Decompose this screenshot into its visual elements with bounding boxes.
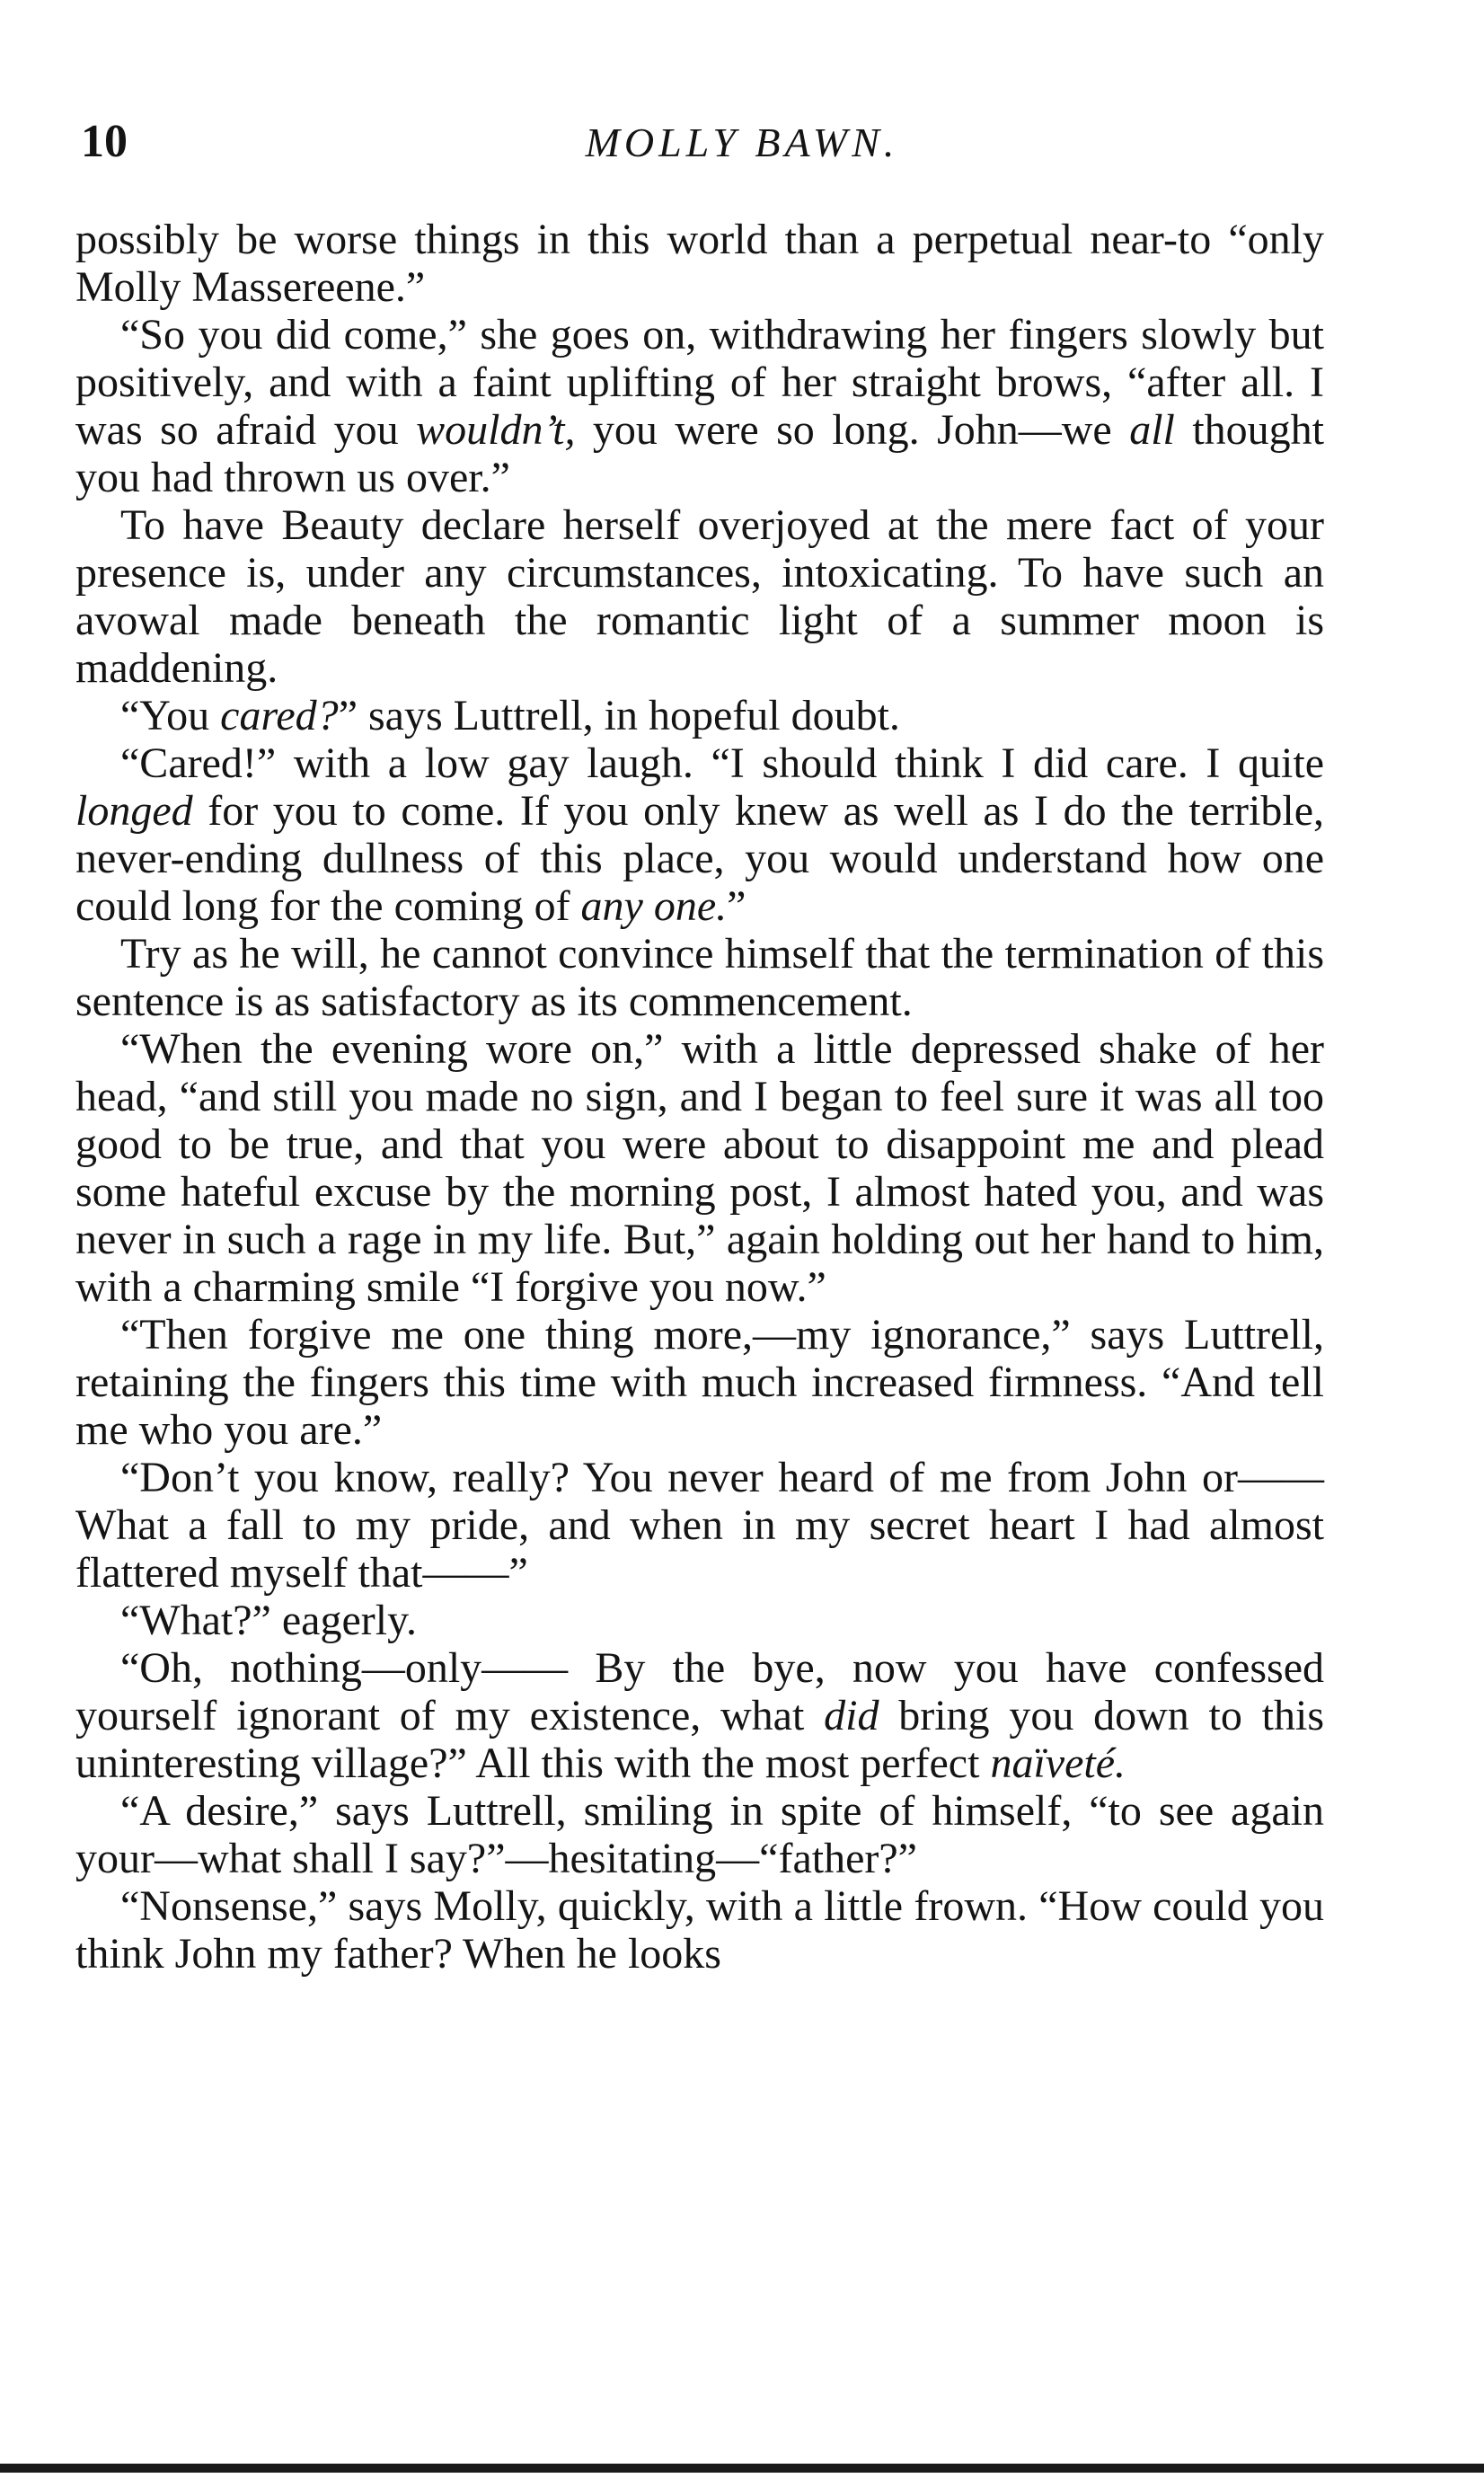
- paragraph: Try as he will, he cannot convince himself that the termination of this sentence is as satisfactory as its commencement.: [75, 930, 1324, 1025]
- text-run: you were so long. John—we: [575, 406, 1130, 454]
- emphasis: did: [824, 1692, 879, 1739]
- page-number: 10: [81, 116, 128, 167]
- emphasis: cared?: [220, 692, 339, 739]
- text-run: “You: [120, 692, 221, 739]
- emphasis: any one.: [580, 882, 728, 930]
- paragraph: “What?” eagerly.: [120, 1597, 417, 1644]
- paragraph: “Nonsense,” says Molly, quickly, with a little frown. “How could you think John my father? When he looks: [75, 1882, 1324, 1978]
- emphasis: all: [1129, 406, 1175, 454]
- text-run: ”: [727, 882, 746, 930]
- paragraph: “A desire,” says Luttrell, smiling in spite of himself, “to see again your—what shall I say?”—hesitating—“father?”: [75, 1787, 1324, 1882]
- paragraph: To have Beauty declare herself overjoyed at the mere fact of your presence is, under any circumstances, intoxicating. To have such an avowal made beneath the romantic light of a summer moon is maddening.: [75, 501, 1324, 692]
- text-run: “Oh, nothing—only—— By the bye, now you have confessed yourself ignorant of my existence, what: [75, 1644, 1324, 1739]
- emphasis: wouldn’t,: [416, 406, 576, 454]
- paragraph: [75, 739, 1324, 930]
- text-run: for you to come. If you only knew as well as I do the terrible, never-ending dullness of this place, you would understand how one could long for the coming of: [75, 787, 1324, 930]
- text-run: bring you down to this uninteresting village?” All this with the most perfect: [75, 1692, 1325, 1787]
- text-run: thought you had thrown us over.”: [75, 406, 1324, 501]
- paragraph: [75, 692, 1324, 739]
- paragraph: “Don’t you know, really? You never heard of me from John or—— What a fall to my pride, and when in my secret heart I had almost flattered myself that——”: [75, 1454, 1324, 1597]
- paragraph: [75, 1644, 1324, 1787]
- body-text: [75, 216, 1324, 1978]
- text-run: “Cared!” with a low gay laugh. “I should think I did care. I quite: [120, 739, 1324, 787]
- text-run: “So you did come,” she goes on, withdrawing her fingers slowly but positively, and with a faint uplifting of her straight brows, “after all. I was so afraid you: [75, 311, 1324, 454]
- paragraph: [75, 311, 1324, 501]
- footer-rule: [0, 2464, 1484, 2473]
- paragraph: possibly be worse things in this world than a perpetual near-to “only Molly Massereene.”: [75, 216, 1324, 311]
- paragraph: “When the evening wore on,” with a little depressed shake of her head, “and still you made no sign, and I began to feel sure it was all too good to be true, and that you were about to disappoint me and plead some hateful excuse by the morning post, I almost hated you, and was never in such a rage in my life. But,” again holding out her hand to him, with a charming smile “I forgive you now.”: [75, 1025, 1324, 1311]
- text-run: ” says Luttrell, in hopeful doubt.: [338, 692, 900, 739]
- running-title: MOLLY BAWN.: [585, 119, 899, 165]
- emphasis: naïveté.: [990, 1739, 1126, 1787]
- paragraph: “Then forgive me one thing more,—my ignorance,” says Luttrell, retaining the fingers this time with much increased firmness. “And tell me who you are.”: [75, 1311, 1324, 1454]
- emphasis: longed: [75, 787, 193, 835]
